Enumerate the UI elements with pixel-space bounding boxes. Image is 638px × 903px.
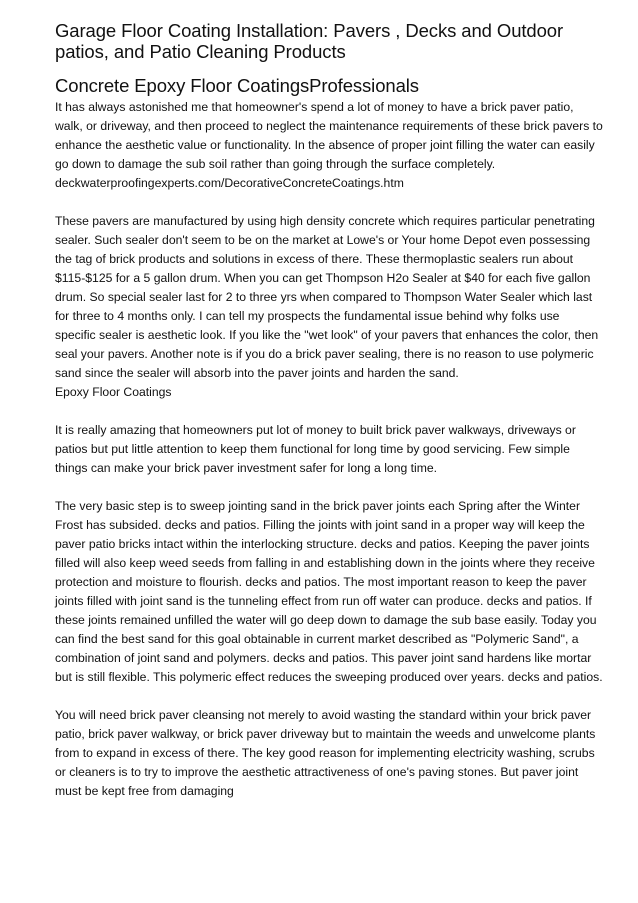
document-subtitle: Concrete Epoxy Floor CoatingsProfessionals <box>55 75 419 96</box>
paragraph-3: It is really amazing that homeowners put lot of money to built brick paver walkways, driveways or patios but put little attention to keep them functional for long time by good servicing. Few simple things can make your brick paver investment safer for long a long time. <box>55 423 576 475</box>
document-page <box>55 20 603 801</box>
paragraph-5: You will need brick paver cleansing not merely to avoid wasting the standard within your brick paver patio, brick paver walkway, or brick paver driveway but to maintain the weeds and unwelcome plants from to expand in excess of there. The key good reason for implementing electricity washing, scrubs or cleaners is to try to improve the aesthetic attractiveness of one's paving stones. But paver joint must be kept free from damaging <box>55 708 596 798</box>
paragraph-1: It has always astonished me that homeowner's spend a lot of money to have a brick paver patio, walk, or driveway, and then proceed to neglect the maintenance requirements of these brick pavers to enhance the aesthetic value or functionality. In the absence of proper joint filling the water can easily go down to damage the sub soil rather than going through the surface completely. deckwaterproofingexperts.com/DecorativeConcreteCoatings.htm <box>55 100 603 190</box>
paragraph-2: These pavers are manufactured by using high density concrete which requires particular penetrating sealer. Such sealer don't seem to be on the market at Lowe's or Your home Depot even possessing the tag of brick products and solutions in excess of there. These thermoplastic sealers run about $115-$125 for a 5 gallon drum. When you can get Thompson H2o Sealer at $40 for each five gallon drum. So special sealer last for 2 to three yrs when compared to Thompson Water Sealer which last for three to 4 months only. I can tell my prospects the fundamental issue behind why folks use specific sealer is aesthetic look. If you like the "wet look" of your pavers that enhances the color, then seal your pavers. Another note is if you do a brick paver sealing, there is no reason to use polymeric sand since the sealer will absorb into the paver joints and harden the sand. <box>55 214 599 380</box>
section-label: Epoxy Floor Coatings <box>55 385 172 399</box>
paragraph-gap <box>55 478 603 497</box>
paragraph-gap <box>55 402 603 421</box>
document-title: Garage Floor Coating Installation: Pavers , Decks and Outdoor patios, and Patio Cleaning Products <box>55 20 564 62</box>
paragraph-4: The very basic step is to sweep jointing sand in the brick paver joints each Spring after the Winter Frost has subsided. decks and patios. Filling the joints with joint sand in a proper way will keep the paver patio bricks intact within the interlocking structure. decks and patios. Keeping the paver joints filled will also keep weed seeds from falling in and establishing down in the joints where they receive protection and moisture to flourish. decks and patios. The most important reason to keep the paver joints filled with joint sand is the tunneling effect from run off water can produce. decks and patios. If these joints remained unfilled the water will go deep down to damage the sub base easily. Today you can find the best sand for this goal obtainable in current market described as "Polymeric Sand", a combination of joint sand and polymers. decks and patios. This paver joint sand hardens like mortar but is still flexible. This polymeric effect reduces the sweeping produced over years. decks and patios. <box>55 499 603 684</box>
paragraph-gap <box>55 687 603 706</box>
paragraph-gap <box>55 193 603 212</box>
